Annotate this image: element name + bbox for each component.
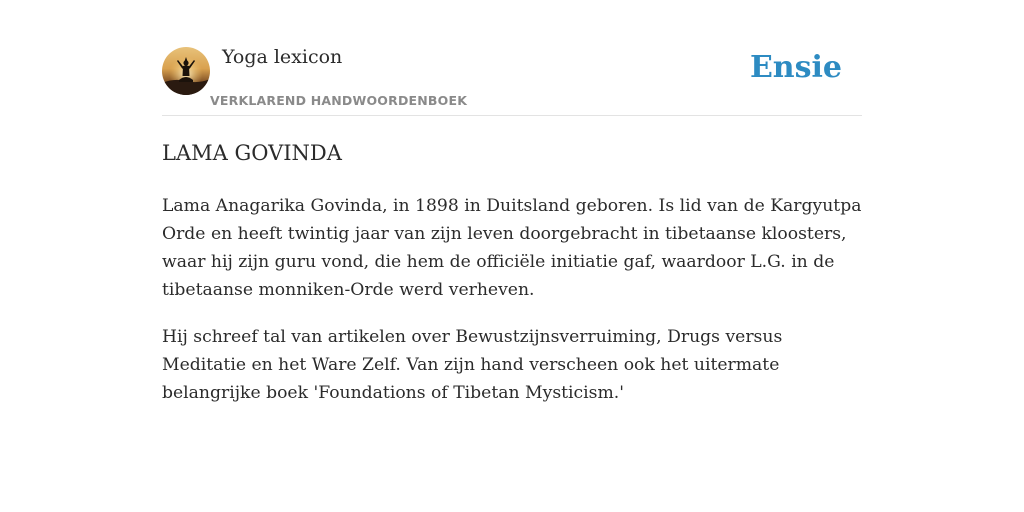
page-container: [162, 0, 862, 403]
lexicon-avatar[interactable]: [162, 47, 210, 95]
entry-title: LAMA GOVINDA: [162, 141, 342, 165]
meditation-silhouette-sunset-icon: [162, 47, 210, 95]
header: [162, 0, 862, 116]
site-title-link[interactable]: Yoga lexicon: [222, 46, 343, 68]
brand-logo-link[interactable]: Ensie: [749, 50, 842, 85]
entry-paragraph-1: Lama Anagarika Govinda, in 1898 in Duitsland geboren. Is lid van de Kargyutpa Orde en heeft twintig jaar van zijn leven doorgebracht in tibetaanse kloosters, waar hij zijn guru vond, die hem de officiële initiatie gaf, waardoor L.G. in de tibetaanse monniken-Orde werd verheven.: [162, 196, 862, 300]
site-subtitle: VERKLAREND HANDWOORDENBOEK: [210, 93, 468, 108]
entry-paragraph-2: Hij schreef tal van artikelen over Bewustzijnsverruiming, Drugs versus Meditatie en het Ware Zelf. Van zijn hand verscheen ook het uitermate belangrijke boek 'Foundations of Tibetan Mysticism.': [162, 327, 783, 403]
